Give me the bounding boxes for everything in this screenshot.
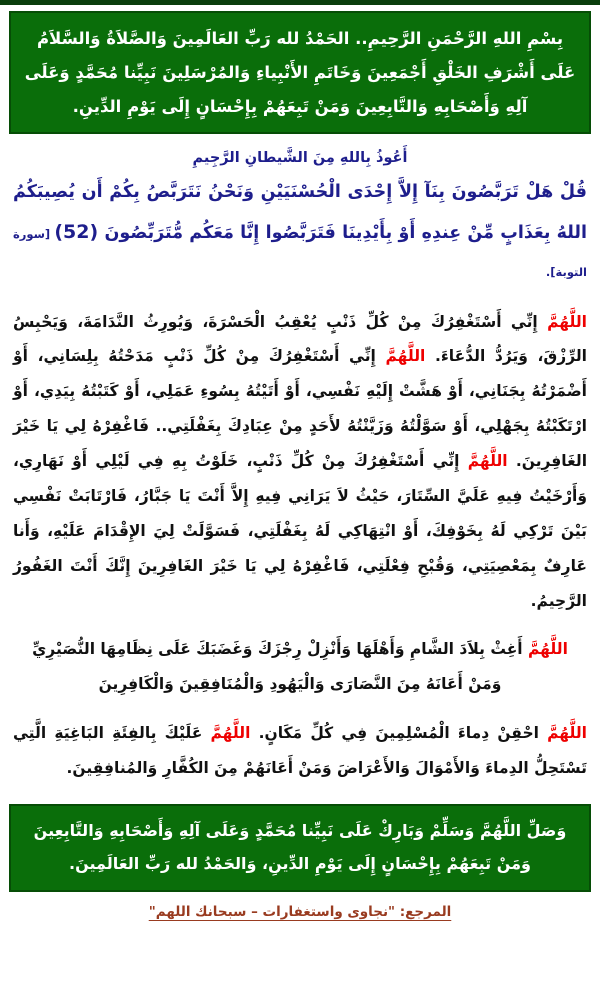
dua-text: أَغِثْ بِلاَدَ الشَّامِ وَأَهْلَهَا وَأَنْزِلْ رِجْزَكَ وَغَضَبَكَ عَلَى نِظَامِهَا النُّصَيْرِيِّ وَمَنْ أَعَانَهُ مِنَ النَّصَارَى وَالْيَهُودِ وَالْمُنَافِقِينَ وَالْكَافِرِينَ bbox=[32, 640, 529, 694]
surah-reference: [سورة التوبة]. bbox=[13, 227, 587, 279]
dua-text: احْقِنْ دِماءَ الْمُسْلِمِينَ فِي كُلِّ مَكَانٍ. bbox=[250, 724, 548, 743]
verse-text: قُلْ هَلْ تَرَبَّصُونَ بِنَآ إِلاَّ إِحْدَى الْحُسْنَيَيْنِ وَنَحْنُ نَتَرَبَّصُ بِكُمْ أَن يُصِيبَكُمُ اللهُ بِعَذَابٍ مِّنْ عِندِهِ أَوْ بِأَيْدِينَا فَتَرَبَّصُوا إِنَّا مَعَكُم مُّتَرَبِّصُونَ bbox=[13, 182, 587, 244]
dua-text: إِنِّي أَسْتَغْفِرُكَ مِنْ كُلِّ ذَنْبٍ، خَلَوْتُ بِهِ فِي لَيْلِي أَوْ نَهَارِي، وَأَرْخَيْتُ فِيهِ عَلَيَّ السِّتَارَ، حَيْثُ لاَ يَرَانِي فِيهِ إِلاَّ أَنْتَ يَا جَبَّارُ، فَارْتَابَتْ نَفْسِي بَيْنَ تَرْكِي لَهُ بِخَوْفِكَ، أَوْ انْتِهَاكِي لَهُ بِغَفْلَتِي، فَسَوَّلَتْ لِيَ الإِقْدَامَ عَلَيْهِ، وَأَنا عَارِفٌ بِمَعْصِيَتِي، وَقُبْحِ فِعْلَتِي، فَاغْفِرْهُ لِي يَا خَيْرَ الغَافِرِينَ إِنَّكَ أَنْتَ الغَفُورُ الرَّحِيمُ. bbox=[13, 452, 587, 610]
dua-paragraph-sham bbox=[13, 632, 587, 702]
footer-banner bbox=[9, 804, 591, 892]
dua-paragraph-istighfar bbox=[13, 305, 587, 619]
taawwudh-line: أَعُوذُ بِاللهِ مِنَ الشَّيطانِ الرَّجِيمِ bbox=[192, 150, 408, 167]
ayah-number: (52) bbox=[54, 221, 99, 244]
top-border-strip bbox=[0, 0, 600, 5]
dua-text: إِنِّي أَسْتَغْفِرُكَ مِنْ كُلِّ ذَنْبٍ مَدَحْتُهُ بِلِسَانِي، أَوْ أَضْمَرْتُهُ بِجَنَانِي، أَوْ هَشَّتْ إِلَيْهِ نَفْسِي، أَوْ أَتَيْتُهُ بِسُوءِ عَمَلِي، أَوْ كَتَبْتُهُ بِيَدِي، أَوْ ارْتَكَبْتُهُ بِجَهْلِي، أَوْ سَوَّلْتُهُ وَزَيَّنْتُهُ لأَحَدٍ مِنْ عِبَادِكَ بِغَفْلَتِي.. فَاغْفِرْهُ لِي يَا خَيْرَ الغَافِرِينَ. bbox=[13, 347, 588, 471]
allahumma-highlight: اللَّهُمَّ bbox=[210, 724, 251, 743]
quran-verse-block bbox=[13, 174, 587, 290]
header-banner bbox=[9, 11, 591, 134]
reference-line: المرجع: "نجاوى واستغفارات – سبحانك اللهم" bbox=[148, 903, 452, 920]
dua-text: عَلَيْكَ بِالفِئَةِ البَاغِيَةِ الَّتِي تَسْتَحِلُّ الدِماءَ وَالأَمْوَالَ وَالأَعْرَاضَ وَمَنْ أَعَانَهُمْ مِنَ الكُفَّارِ وَالمُنافِقِينَ. bbox=[13, 724, 587, 778]
dua-paragraph-muslims bbox=[13, 716, 587, 786]
allahumma-highlight: اللَّهُمَّ bbox=[547, 312, 587, 331]
allahumma-highlight: اللَّهُمَّ bbox=[547, 724, 587, 743]
salawat-text: وَصَلِّ اللَّهُمَّ وَسَلِّمْ وَبَارِكْ عَلَى نَبِيِّنا مُحَمَّدٍ وَعَلَى آلِهِ وَأَصْحَابِهِ وَالتَّابِعِينَ وَمَنْ تَبِعَهُمْ بِإِحْسَانٍ إِلَى يَوْمِ الدِّينِ، وَالحَمْدُ لله رَبِّ العَالَمِينَ. bbox=[33, 820, 567, 873]
allahumma-highlight: اللَّهُمَّ bbox=[528, 640, 568, 659]
dua-text: إِنِّي أَسْتَغْفِرُكَ مِنْ كُلِّ ذَنْبٍ يُعْقِبُ الْحَسْرَةَ، وَيُورِثُ النَّدَامَةَ، وَيَحْبِسُ الرِّزْقَ، وَيَرُدُّ الدُّعَاءَ. bbox=[13, 312, 587, 366]
basmala-hamd-text: بِسْمِ اللهِ الرَّحْمَنِ الرَّحِيمِ.. الحَمْدُ لله رَبِّ العَالَمِينَ وَالصَّلاَةُ وَالسَّلاَمُ عَلَى أَشْرَفِ الخَلْقِ أَجْمَعِينَ وَخَاتَمِ الأَنْبِياءِ وَالمُرْسَلِينَ نَبِيِّنا مُحَمَّدٍ وَعَلَى آلِهِ وَأَصْحَابِهِ وَالتَّابِعِينَ وَمَنْ تَبِعَهُمْ بِإِحْسَانٍ إِلَى يَوْمِ الدِّينِ. bbox=[24, 29, 576, 116]
allahumma-highlight: اللَّهُمَّ bbox=[385, 347, 426, 366]
allahumma-highlight: اللَّهُمَّ bbox=[467, 452, 508, 471]
